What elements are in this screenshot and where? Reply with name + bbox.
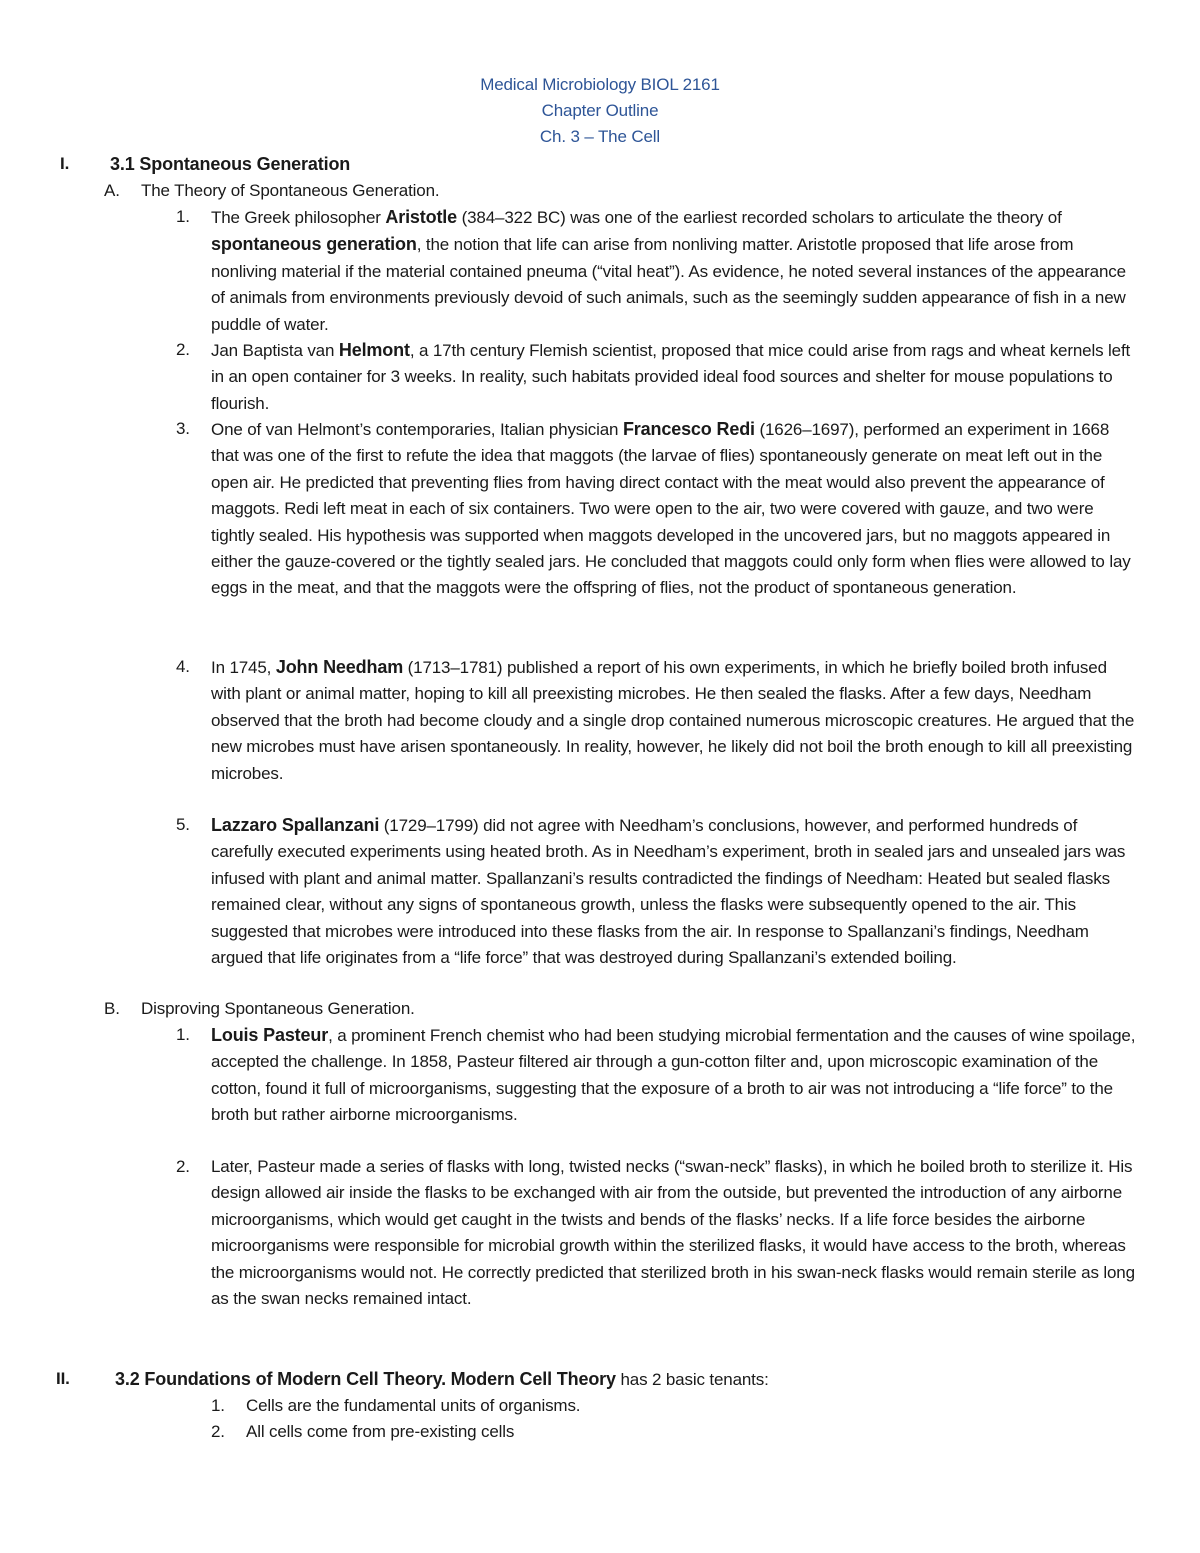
- document-type: Chapter Outline: [541, 101, 659, 120]
- key-term: spontaneous generation: [211, 234, 417, 255]
- subsection-a-title: The Theory of Spontaneous Generation.: [141, 181, 440, 200]
- list-item: All cells come from pre-existing cells: [246, 1422, 515, 1441]
- key-term: Aristotle: [385, 207, 458, 227]
- item-text-segment: (1729–1799) did not agree with Needham’s conclusions, however, and performed hundreds of carefully executed experiments using heated broth. As in Needham’s experiment, broth in sealed jars and unsealed jars was infused with plant and animal matter. Spallanzani’s results contradicted the findings of Needham: Heated but sealed flasks remained clear, without any signs of spontaneous growth, unless the flasks were subsequently opened to the air. This suggested that microbes were introduced into these flasks from the air. In response to Spallanzani’s findings, Needham argued that life originates from a “life force” that was destroyed during Spallanzani’s extended boiling.: [211, 816, 1126, 968]
- item-text-segment: One of van Helmont’s contemporaries, Italian physician: [211, 420, 623, 439]
- section-2-numeral: II.: [56, 1369, 70, 1388]
- list-item: Cells are the fundamental units of organisms.: [246, 1396, 581, 1415]
- item-text-segment: (1713–1781) published a report of his own experiments, in which he briefly boiled broth infused with plant or animal matter, hoping to kill all preexisting microbes. He then sealed the flasks. After a few days, Needham observed that the broth had become cloudy and a single drop contained numerous microscopic creatures. He argued that the new microbes must have arisen spontaneously. In reality, however, he likely did not boil the broth enough to kill all preexisting microbes.: [211, 658, 1135, 783]
- item-text-segment: Jan Baptista van: [211, 341, 339, 360]
- item-text-segment: (1626–1697), performed an experiment in 1668 that was one of the first to refute the idea that maggots (the larvae of flies) spontaneously generate on meat left out in the open air. He predicted that preventing flies from having direct contact with the meat would also prevent the appearance of maggots. Redi left meat in each of six containers. Two were open to the air, two were covered with gauze, and two were tightly sealed. His hypothesis was supported when maggots developed in the uncovered jars, but no maggots appeared in either the gauze-covered or the tightly sealed jars. He concluded that maggots could only form when flies were allowed to lay eggs in the meat, and that the maggots were the offspring of flies, not the product of spontaneous generation.: [211, 420, 1131, 598]
- section-2-tail: has 2 basic tenants:: [615, 1370, 769, 1389]
- section-1-title: 3.1 Spontaneous Generation: [110, 154, 351, 174]
- item-text-segment: The Greek philosopher: [211, 208, 386, 227]
- key-term: John Needham: [275, 657, 404, 677]
- item-text-segment: , a 17th century Flemish scientist, proposed that mice could arise from rags and wheat kernels left in an open container for 3 weeks. In reality, such habitats provided ideal food sources and shelter for mouse populations to flourish.: [211, 341, 1131, 413]
- key-term: Modern Cell Theory: [450, 1369, 616, 1389]
- list-number: 2.: [211, 1422, 225, 1441]
- list-item: [211, 654, 1141, 787]
- list-item: [211, 1154, 1141, 1312]
- section-2-heading: [115, 1366, 769, 1393]
- list-item: [211, 204, 1141, 338]
- key-term: Francesco Redi: [622, 419, 755, 439]
- list-number: 5.: [176, 815, 190, 834]
- item-text-segment: In 1745,: [211, 658, 276, 677]
- list-number: 4.: [176, 657, 190, 676]
- course-title: Medical Microbiology BIOL 2161: [480, 75, 720, 94]
- list-number: 1.: [211, 1396, 225, 1415]
- section-1-numeral: I.: [60, 154, 70, 173]
- item-text-segment: Later, Pasteur made a series of flasks with long, twisted necks (“swan-neck” flasks), in which he boiled broth to sterilize it. His design allowed air inside the flasks to be exchanged with air from the outside, but prevented the introduction of any airborne microorganisms, which would get caught in the twists and bends of the flasks’ necks. If a life force besides the airborne microorganisms were responsible for microbial growth within the sterilized flasks, it would have access to the broth, whereas the microorganisms would not. He correctly predicted that sterilized broth in his swan-neck flasks would remain sterile as long as the swan necks remained intact.: [211, 1157, 1135, 1309]
- list-number: 3.: [176, 419, 190, 438]
- list-number: 1.: [176, 207, 190, 226]
- list-number: 2.: [176, 340, 190, 359]
- item-text-segment: , a prominent French chemist who had been studying microbial fermentation and the causes of wine spoilage, accepted the challenge. In 1858, Pasteur filtered air through a gun-cotton filter and, upon microscopic examination of the cotton, found it full of microorganisms, suggesting that the exposure of a broth to air was not introducing a “life force” to the broth but rather airborne microorganisms.: [211, 1026, 1136, 1125]
- item-text-segment: , the notion that life can arise from nonliving matter. Aristotle proposed that life arose from nonliving material if the material contained pneuma (“vital heat”). As evidence, he noted several instances of the appearance of animals from environments previously devoid of such animals, such as the seemingly sudden appearance of fish in a new puddle of water.: [211, 235, 1126, 334]
- subsection-a-letter: A.: [104, 181, 120, 200]
- list-item: [211, 812, 1141, 971]
- list-number: 2.: [176, 1157, 190, 1176]
- list-item: [211, 1022, 1141, 1129]
- list-item: [211, 416, 1141, 602]
- chapter-title: Ch. 3 – The Cell: [539, 127, 661, 146]
- list-number: 1.: [176, 1025, 190, 1044]
- subsection-b-title: Disproving Spontaneous Generation.: [141, 999, 415, 1018]
- key-term: Louis Pasteur: [211, 1025, 329, 1045]
- key-term: Helmont: [338, 340, 410, 360]
- document-header: [0, 72, 1200, 150]
- list-item: [211, 337, 1141, 417]
- subsection-b-letter: B.: [104, 999, 120, 1018]
- item-text-segment: (384–322 BC) was one of the earliest recorded scholars to articulate the theory of: [457, 208, 1062, 227]
- key-term: Lazzaro Spallanzani: [211, 815, 380, 835]
- section-2-title: 3.2 Foundations of Modern Cell Theory.: [115, 1369, 446, 1389]
